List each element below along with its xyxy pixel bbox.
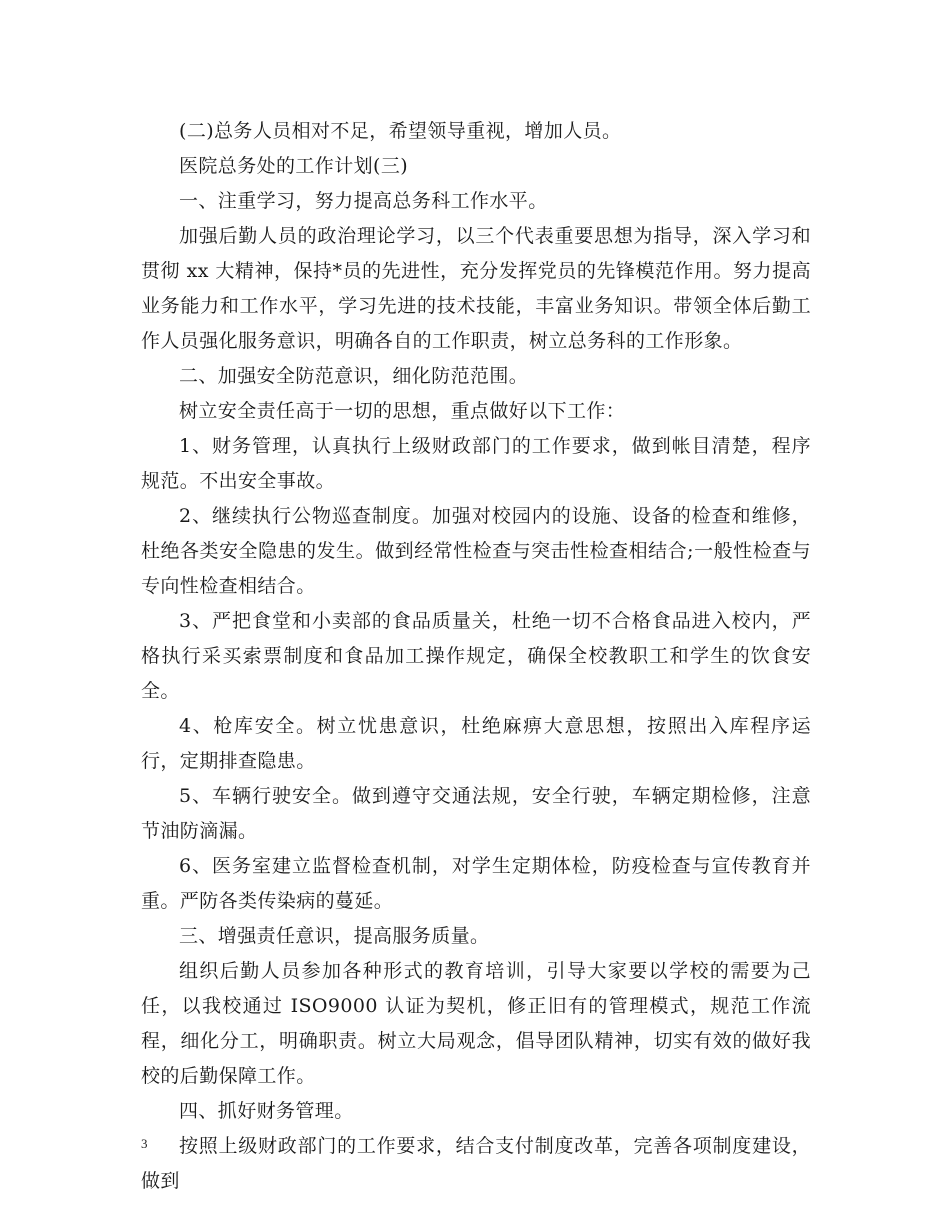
paragraph-12: 6、医务室建立监督检查机制，对学生定期体检，防疫检查与宣传教育并重。严防各类传染病的蔓延。 xyxy=(141,855,811,912)
document-body xyxy=(141,114,811,1199)
paragraph-5: 二、加强安全防范意识，细化防范范围。 xyxy=(179,365,529,387)
paragraph-2: 医院总务处的工作计划(三) xyxy=(179,155,409,177)
paragraph-14: 组织后勤人员参加各种形式的教育培训，引导大家要以学校的需要为己任，以我校通过 ISO9000 认证为契机，修正旧有的管理模式，规范工作流程，细化分工，明确职责。树立大局观念，倡导团队精神，切实有效的做好我校的后勤保障工作。 xyxy=(141,960,811,1087)
paragraph-9: 3、严把食堂和小卖部的食品质量关，杜绝一切不合格食品进入校内，严格执行采买索票制度和食品加工操作规定，确保全校教职工和学生的饮食安全。 xyxy=(141,610,811,702)
page-number: 3 xyxy=(141,1136,148,1151)
paragraph-10: 4、枪库安全。树立忧患意识，杜绝麻痹大意思想，按照出入库程序运行，定期排查隐患。 xyxy=(141,715,811,772)
paragraph-6: 树立安全责任高于一切的思想，重点做好以下工作： xyxy=(179,400,626,422)
paragraph-3: 一、注重学习，努力提高总务科工作水平。 xyxy=(179,190,548,212)
paragraph-13: 三、增强责任意识，提高服务质量。 xyxy=(179,925,490,947)
paragraph-1: (二)总务人员相对不足，希望领导重视，增加人员。 xyxy=(179,120,622,142)
paragraph-16: 按照上级财政部门的工作要求，结合支付制度改革，完善各项制度建设，做到 xyxy=(141,1135,811,1192)
paragraph-15: 四、抓好财务管理。 xyxy=(179,1100,354,1122)
paragraph-8: 2、继续执行公物巡查制度。加强对校园内的设施、设备的检查和维修，杜绝各类安全隐患的发生。做到经常性检查与突击性检查相结合;一般性检查与专向性检查相结合。 xyxy=(141,505,811,597)
paragraph-11: 5、车辆行驶安全。做到遵守交通法规，安全行驶，车辆定期检修，注意节油防滴漏。 xyxy=(141,785,811,842)
paragraph-7: 1、财务管理，认真执行上级财政部门的工作要求，做到帐目清楚，程序规范。不出安全事故。 xyxy=(141,435,811,492)
paragraph-4: 加强后勤人员的政治理论学习，以三个代表重要思想为指导，深入学习和贯彻 xx 大精神，保持*员的先进性，充分发挥党员的先锋模范作用。努力提高业务能力和工作水平，学习先进的技术技能，丰富业务知识。带领全体后勤工作人员强化服务意识，明确各自的工作职责，树立总务科的工作形象。 xyxy=(141,225,811,352)
